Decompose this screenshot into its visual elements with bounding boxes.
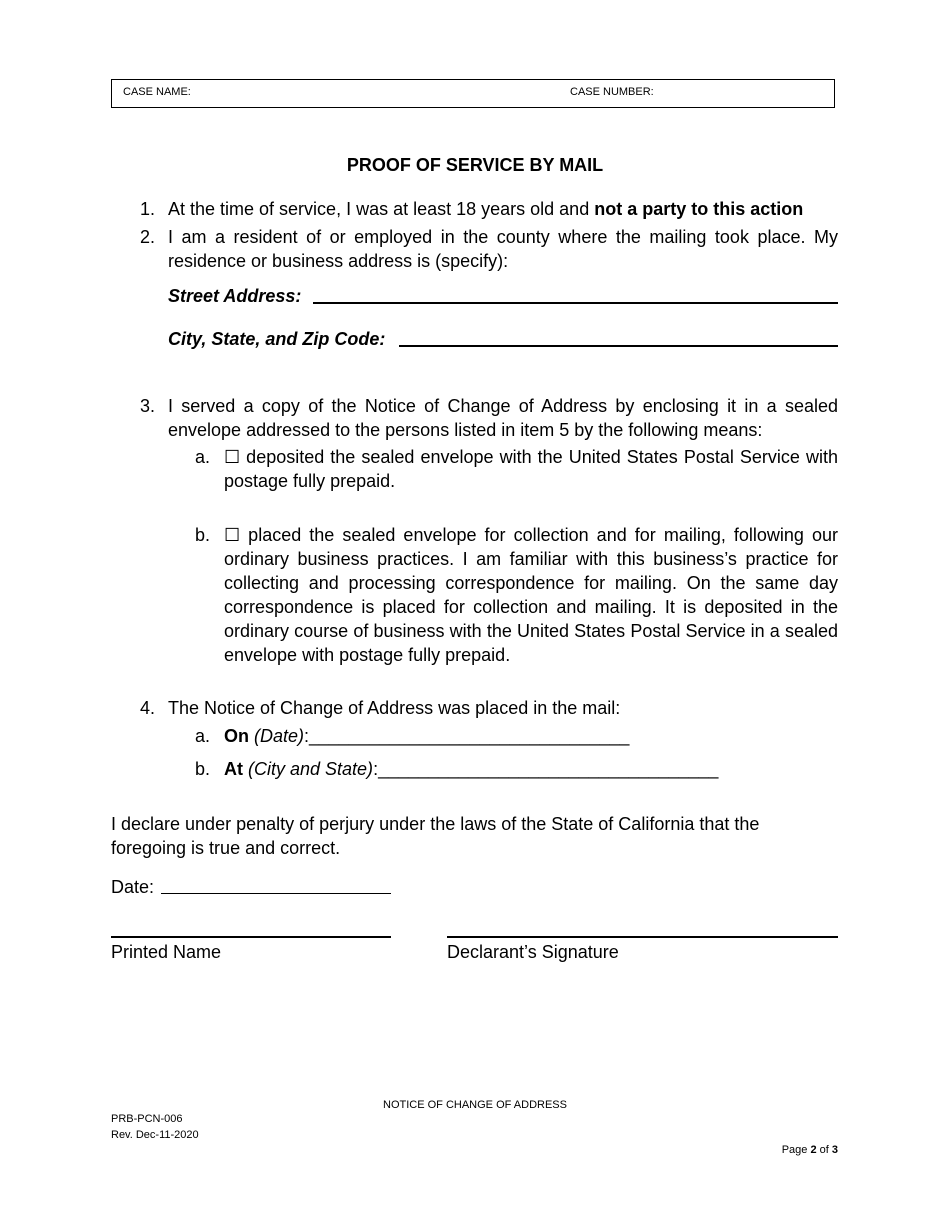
case-name-label: CASE NAME: bbox=[123, 86, 191, 98]
item-4b-city-field[interactable] bbox=[224, 757, 718, 781]
item-2-text: I am a resident of or employed in the county where the mailing took place. My residence or business address is (specify): bbox=[168, 227, 838, 271]
declaration-text: I declare under penalty of perjury under the laws of the State of California that the foregoing is true and correct. bbox=[111, 814, 760, 858]
page-current: 2 bbox=[810, 1144, 817, 1156]
printed-name-label: Printed Name bbox=[111, 942, 222, 962]
page-title: PROOF OF SERVICE BY MAIL bbox=[346, 155, 604, 175]
item-3a-letter: a. bbox=[194, 447, 210, 467]
revision-date: Rev. Dec-11-2020 bbox=[111, 1129, 199, 1141]
item-4b-city-label: (City and State) bbox=[243, 759, 374, 779]
item-3b-text bbox=[224, 523, 838, 667]
item-3b-letter: b. bbox=[194, 525, 210, 545]
item-4a-letter: a. bbox=[194, 726, 210, 746]
checkbox-3a[interactable]: ☐ bbox=[224, 447, 241, 467]
city-state-zip-line[interactable] bbox=[399, 345, 838, 347]
street-address-label: Street Address: bbox=[168, 286, 302, 306]
case-header-box bbox=[111, 79, 835, 108]
item-3b-body: placed the sealed envelope for collection and for mailing, following our ordinary business practices. I am familiar with this business’s practice for collecting and processing correspondence for mailing. On the same day correspondence is placed for collection and mailing. It is deposited in the ordinary course of business with the United States Postal Service in a sealed envelope with postage fully prepaid. bbox=[224, 525, 838, 665]
item-3-text: I served a copy of the Notice of Change of Address by enclosing it in a sealed envelope addressed to the persons listed in item 5 by the following means: bbox=[168, 396, 838, 440]
signature-line[interactable] bbox=[447, 936, 838, 938]
item-4a-blank: :________________________________ bbox=[304, 726, 630, 746]
item-3a-text bbox=[224, 445, 838, 493]
city-state-zip-label: City, State, and Zip Code: bbox=[168, 329, 386, 349]
page-total: 3 bbox=[831, 1144, 838, 1156]
item-1-bold: not a party to this action bbox=[594, 199, 804, 219]
item-4a-date-label: (Date) bbox=[249, 726, 305, 746]
street-address-line[interactable] bbox=[313, 302, 838, 304]
item-4-number: 4. bbox=[139, 698, 155, 718]
item-1-number: 1. bbox=[139, 199, 155, 219]
item-4a-on: On bbox=[224, 726, 249, 746]
case-number-label: CASE NUMBER: bbox=[570, 86, 654, 98]
checkbox-3b[interactable]: ☐ bbox=[224, 525, 241, 545]
item-1-text bbox=[168, 197, 838, 221]
signature-label: Declarant’s Signature bbox=[447, 942, 619, 962]
item-2-number: 2. bbox=[139, 227, 155, 247]
item-3-number: 3. bbox=[139, 396, 155, 416]
item-4b-letter: b. bbox=[194, 759, 210, 779]
printed-name-line[interactable] bbox=[111, 936, 391, 938]
item-3a-body: deposited the sealed envelope with the United States Postal Service with postage fully prepaid. bbox=[224, 447, 838, 491]
item-4b-at: At bbox=[224, 759, 243, 779]
item-1-plain: At the time of service, I was at least 18 years old and bbox=[168, 199, 595, 219]
date-label: Date: bbox=[111, 877, 155, 897]
page-mid: of bbox=[816, 1144, 832, 1156]
page-prefix: Page bbox=[781, 1144, 811, 1156]
date-line[interactable] bbox=[161, 893, 391, 894]
item-4b-blank: :__________________________________ bbox=[373, 759, 719, 779]
footer-title: NOTICE OF CHANGE OF ADDRESS bbox=[383, 1099, 567, 1111]
form-id: PRB-PCN-006 bbox=[111, 1113, 183, 1125]
item-4a-date-field[interactable] bbox=[224, 724, 629, 748]
page-number bbox=[600, 1144, 838, 1156]
item-4-text: The Notice of Change of Address was placed in the mail: bbox=[168, 698, 621, 718]
